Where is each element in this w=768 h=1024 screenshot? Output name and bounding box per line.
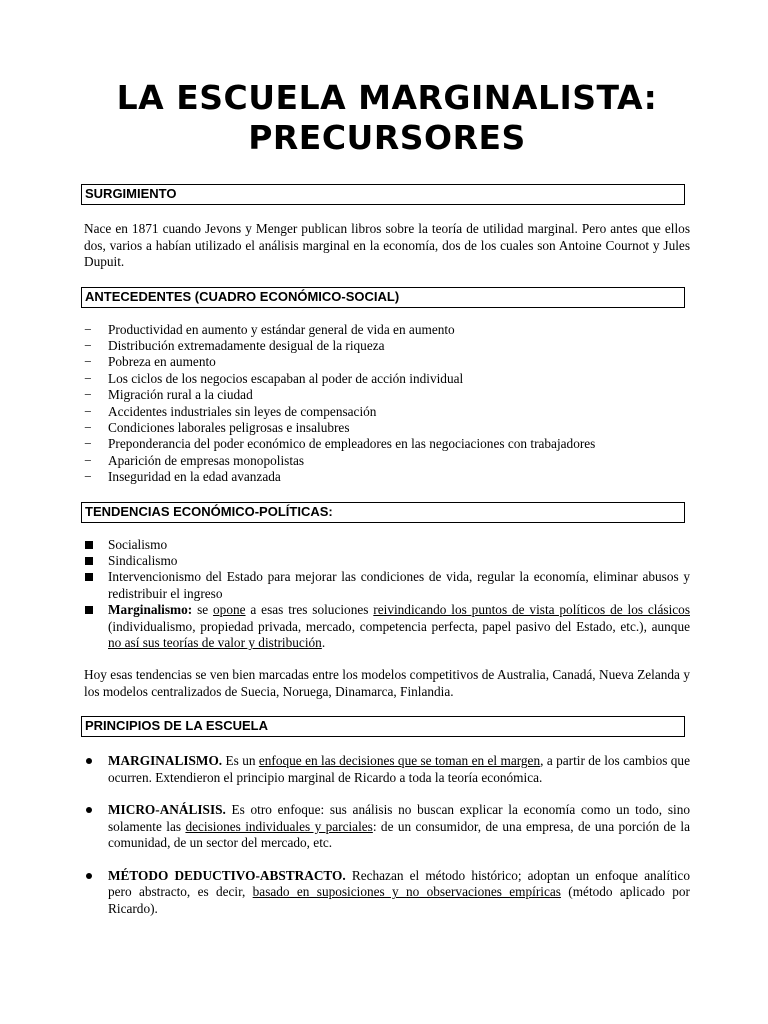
list-item: − Preponderancia del poder económico de empleadores en las negociaciones con trabajadores	[84, 436, 596, 452]
underlined-text: opone	[213, 602, 246, 618]
principle-marginalismo: MARGINALISMO. Es un enfoque en las decisiones que se toman en el margen, a partir de los cambios que ocurren. Extendieron el principio marginal de Ricardo a toda la teoría económica.	[84, 753, 690, 786]
principios-list	[84, 753, 690, 917]
list-item: − Pobreza en aumento	[84, 354, 216, 370]
underlined-text: decisiones individuales y parciales	[185, 818, 373, 834]
underlined-text: basado en suposiciones y no observaciones empíricas	[252, 884, 561, 900]
underlined-text: reivindicando los puntos de vista políticos de los clásicos	[373, 602, 690, 618]
round-bullet-icon	[86, 758, 92, 764]
dash-icon: −	[84, 436, 92, 452]
list-item: − Inseguridad en la edad avanzada	[84, 469, 281, 485]
tendencias-closing-paragraph: Hoy esas tendencias se ven bien marcadas entre los modelos competitivos de Australia, Canadá, Nueva Zelanda y los modelos centralizados de Suecia, Noruega, Dinamarca, Finlandia.	[84, 667, 690, 699]
dash-icon: −	[84, 370, 92, 386]
tendencias-list	[84, 537, 690, 652]
list-item: − Aparición de empresas monopolistas	[84, 452, 305, 468]
section-heading-principios: PRINCIPIOS DE LA ESCUELA	[81, 716, 685, 737]
section-heading-surgimiento: SURGIMIENTO	[81, 184, 685, 205]
section-heading-tendencias: TENDENCIAS ECONÓMICO-POLÍTICAS:	[81, 502, 685, 523]
dash-icon: −	[84, 337, 92, 353]
list-item: Intervencionismo del Estado para mejorar las condiciones de vida, regular la economía, eliminar abusos y redistribuir el ingreso	[84, 569, 690, 602]
principle-metodo-deductivo: MÉTODO DEDUCTIVO-ABSTRACTO. Rechazan el método histórico; adoptan un enfoque analítico pero abstracto, es decir, basado en suposiciones y no observaciones empíricas (método aplicado por Ricardo).	[84, 868, 690, 918]
dash-icon: −	[84, 403, 92, 419]
square-bullet-icon	[85, 606, 93, 614]
list-item: − Los ciclos de los negocios escapaban al poder de acción individual	[84, 370, 464, 386]
list-item: Socialismo	[84, 537, 690, 553]
square-bullet-icon	[85, 541, 93, 549]
list-item: − Distribución extremadamente desigual de la riqueza	[84, 337, 385, 353]
list-item: − Condiciones laborales peligrosas e insalubres	[84, 419, 350, 435]
title-line-1: LA ESCUELA MARGINALISTA:	[116, 78, 658, 117]
list-item: − Accidentes industriales sin leyes de compensación	[84, 403, 377, 419]
marginalismo-label: Marginalismo:	[108, 602, 193, 618]
square-bullet-icon	[85, 573, 93, 581]
underlined-text: no así sus teorías de valor y distribución	[108, 635, 322, 650]
document-page	[84, 78, 690, 933]
surgimiento-paragraph: Nace en 1871 cuando Jevons y Menger publican libros sobre la teoría de utilidad marginal. Pero antes que ellos dos, varios a habían utilizado el análisis marginal en la economía, dos de los cuales son Antoine Cournot y Jules Dupuit.	[84, 221, 690, 269]
antecedentes-list	[84, 322, 690, 486]
dash-icon: −	[84, 354, 92, 370]
dash-icon: −	[84, 452, 92, 468]
principle-micro-analisis: MICRO-ANÁLISIS. Es otro enfoque: sus análisis no buscan explicar la economía como un todo, sino solamente las decisiones individuales y parciales: de un consumidor, de una empresa, de una porción de la comunidad, de un sector del mercado, etc.	[84, 802, 690, 852]
underlined-text: enfoque en las decisiones que se toman en el margen	[258, 753, 541, 769]
section-heading-antecedentes: ANTECEDENTES (CUADRO ECONÓMICO-SOCIAL)	[81, 287, 685, 308]
square-bullet-icon	[85, 557, 93, 565]
round-bullet-icon	[86, 873, 92, 879]
round-bullet-icon	[86, 807, 92, 813]
dash-icon: −	[84, 387, 92, 403]
list-item: − Migración rural a la ciudad	[84, 387, 253, 403]
list-item: − Productividad en aumento y estándar general de vida en aumento	[84, 321, 455, 337]
dash-icon: −	[84, 419, 92, 435]
dash-icon: −	[84, 321, 92, 337]
list-item: Sindicalismo	[84, 553, 690, 569]
dash-icon: −	[84, 469, 92, 485]
title-line-2: PRECURSORES	[248, 118, 526, 157]
list-item-marginalismo: Marginalismo: se opone a esas tres soluciones reivindicando los puntos de vista políticos de los clásicos (individualismo, propiedad privada, mercado, competencia perfecta, papel pasivo del Estado, etc.), aunque no así sus teorías de valor y distribución.	[84, 602, 690, 651]
page-title	[84, 78, 690, 158]
